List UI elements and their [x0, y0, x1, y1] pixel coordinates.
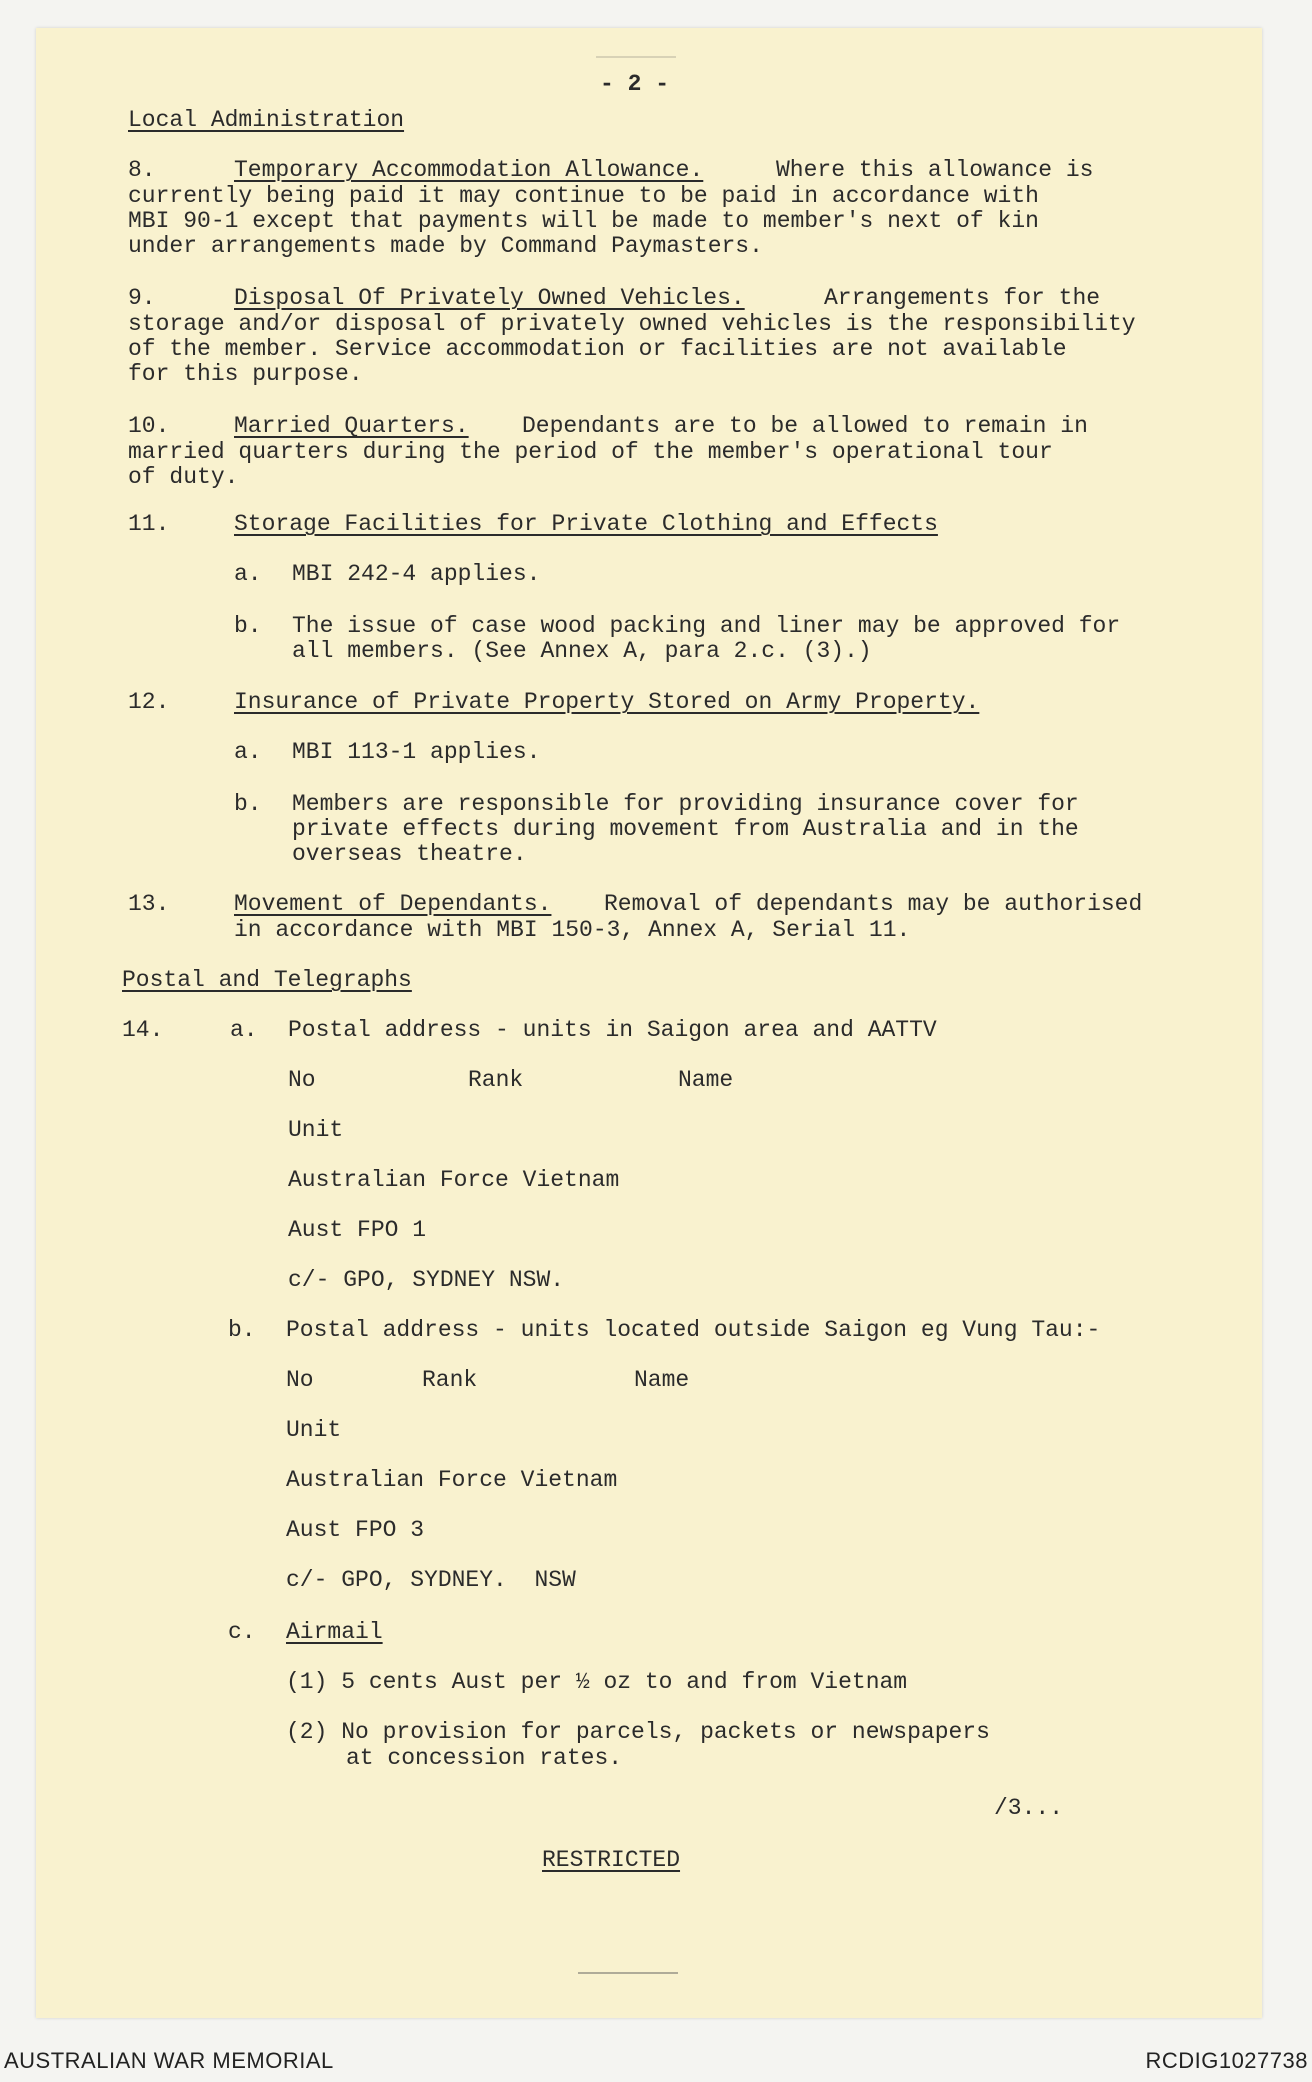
- para-8-number: 8.: [128, 157, 156, 183]
- address-b-force: Australian Force Vietnam: [286, 1467, 618, 1493]
- para-14-number: 14.: [122, 1017, 164, 1043]
- airmail-item-2-line2: at concession rates.: [346, 1745, 623, 1771]
- para-11-b-text: The issue of case wood packing and liner may be approved for all members. (See Annex A, para 2.c. (3).): [292, 613, 1121, 664]
- para-12-number: 12.: [128, 689, 170, 715]
- address-a-gpo: c/- GPO, SYDNEY NSW.: [288, 1267, 565, 1293]
- para-10-title: Married Quarters.: [234, 413, 469, 439]
- para-14-a-label: a.: [230, 1017, 258, 1043]
- address-a-rank: Rank: [468, 1067, 524, 1093]
- address-b-unit: Unit: [286, 1417, 342, 1443]
- para-8-title: Temporary Accommodation Allowance.: [234, 157, 704, 183]
- address-a-force: Australian Force Vietnam: [288, 1167, 620, 1193]
- para-8-body: currently being paid it may continue to be paid in accordance with MBI 90-1 except that payments will be made to member's next of kin under arrangements made by Command Paymasters.: [128, 183, 1039, 259]
- section-heading-postal-telegraphs: Postal and Telegraphs: [122, 967, 412, 993]
- para-14-a-title: Postal address - units in Saigon area and AATTV: [288, 1017, 937, 1043]
- address-a-no: No: [288, 1067, 316, 1093]
- airmail-item-2-line1: (2) No provision for parcels, packets or newspapers: [286, 1719, 990, 1745]
- para-14-c-label: c.: [228, 1619, 256, 1645]
- section-heading-local-administration: Local Administration: [128, 107, 405, 133]
- document-body: [36, 28, 1262, 2018]
- para-10-number: 10.: [128, 413, 170, 439]
- footer-institution: AUSTRALIAN WAR MEMORIAL: [4, 2048, 334, 2073]
- para-9-body: storage and/or disposal of privately owned vehicles is the responsibility of the member. Service accommodation or facilities are not available for this purpose.: [128, 311, 1136, 387]
- para-10-body: married quarters during the period of the member's operational tour of duty.: [128, 439, 1053, 490]
- para-12-title: Insurance of Private Property Stored on Army Property.: [234, 689, 980, 715]
- address-b-name: Name: [634, 1367, 690, 1393]
- para-11-title: Storage Facilities for Private Clothing and Effects: [234, 511, 938, 537]
- page-number: - 2 -: [600, 71, 670, 97]
- address-a-fpo: Aust FPO 1: [288, 1217, 427, 1243]
- scan-mark-top: [596, 56, 676, 58]
- para-12-b-label: b.: [234, 791, 262, 817]
- para-14-b-label: b.: [228, 1317, 256, 1343]
- restricted-marking: RESTRICTED: [542, 1847, 681, 1873]
- para-10-line1: Dependants are to be allowed to remain in: [522, 413, 1088, 439]
- para-12-a-label: a.: [234, 739, 262, 765]
- document-page: [36, 28, 1262, 2018]
- para-8-line1: Where this allowance is: [776, 157, 1094, 183]
- para-9-line1: Arrangements for the: [824, 285, 1101, 311]
- para-11-a-text: MBI 242-4 applies.: [292, 561, 541, 587]
- para-12-a-text: MBI 113-1 applies.: [292, 739, 541, 765]
- address-b-fpo: Aust FPO 3: [286, 1517, 425, 1543]
- para-14-c-title: Airmail: [286, 1619, 383, 1645]
- para-14-b-title: Postal address - units located outside Saigon eg Vung Tau:-: [286, 1317, 1101, 1343]
- address-b-rank: Rank: [422, 1367, 478, 1393]
- para-9-number: 9.: [128, 285, 156, 311]
- airmail-item-1: (1) 5 cents Aust per ½ oz to and from Vietnam: [286, 1669, 908, 1695]
- para-11-a-label: a.: [234, 561, 262, 587]
- para-13-number: 13.: [128, 891, 170, 917]
- para-13-body: in accordance with MBI 150-3, Annex A, Serial 11.: [234, 917, 911, 943]
- para-9-title: Disposal Of Privately Owned Vehicles.: [234, 285, 745, 311]
- para-13-title: Movement of Dependants.: [234, 891, 552, 917]
- para-13-line1: Removal of dependants may be authorised: [604, 891, 1143, 917]
- address-a-unit: Unit: [288, 1117, 344, 1143]
- footer-record-id: RCDIG1027738: [1145, 2048, 1308, 2073]
- scan-mark: [578, 1972, 678, 1974]
- address-b-gpo: c/- GPO, SYDNEY. NSW: [286, 1567, 576, 1593]
- continuation-marker: /3...: [994, 1795, 1064, 1821]
- address-a-name: Name: [678, 1067, 734, 1093]
- para-11-b-label: b.: [234, 613, 262, 639]
- para-12-b-text: Members are responsible for providing insurance cover for private effects during movement from Australia and in the overseas theatre.: [292, 791, 1079, 867]
- para-11-number: 11.: [128, 511, 170, 537]
- address-b-no: No: [286, 1367, 314, 1393]
